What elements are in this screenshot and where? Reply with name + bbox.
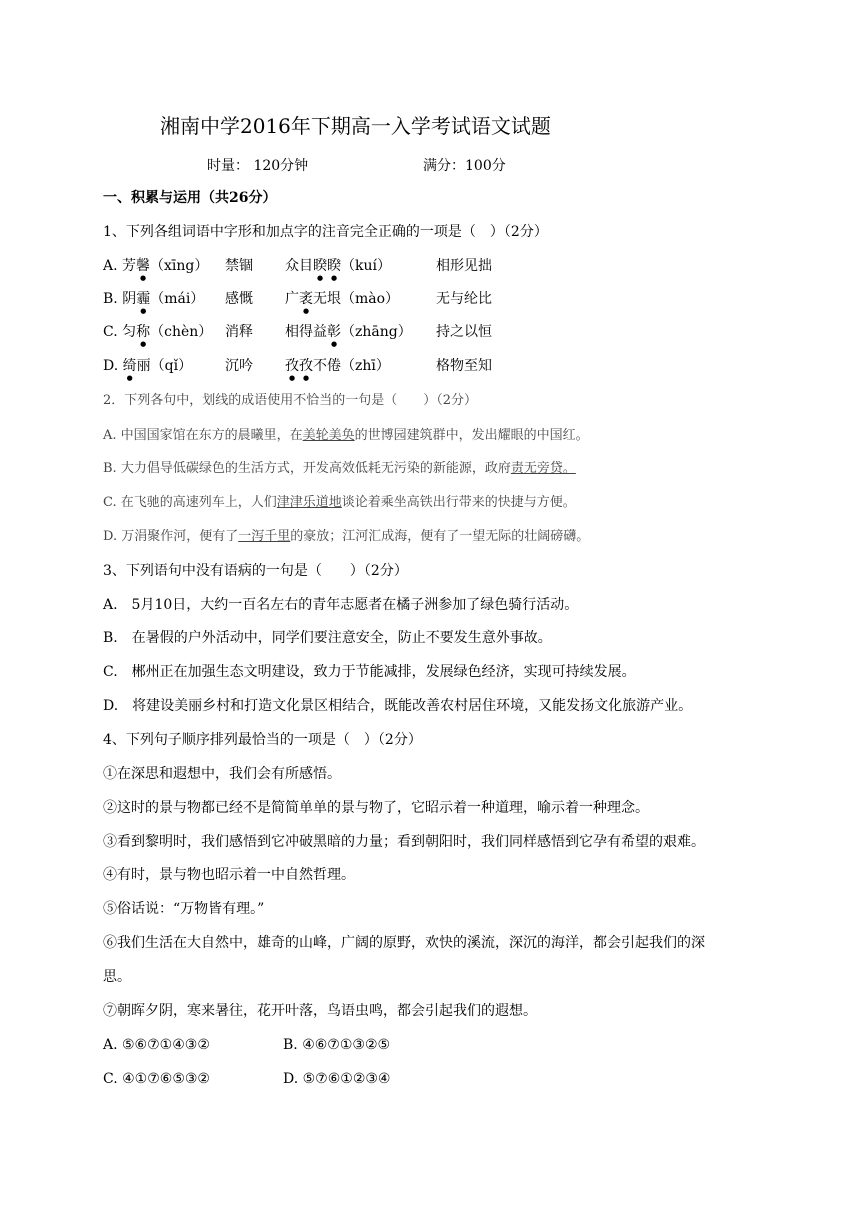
option-text: A. 中国国家馆在东方的晨曦里，在 xyxy=(103,428,303,443)
pinyin: （kuí） xyxy=(341,258,391,274)
word: 持之以恒 xyxy=(436,324,492,340)
word: 感慨 xyxy=(225,291,253,307)
question-4-option-c: C. ④①⑦⑥⑤③② xyxy=(103,1071,210,1087)
dotted-char: 称 xyxy=(136,324,151,340)
word: 广 xyxy=(285,291,299,307)
pinyin: （zhāng） xyxy=(341,324,412,340)
word: 无与纶比 xyxy=(436,291,492,307)
dotted-char: 馨 xyxy=(136,258,151,274)
word: 相得益 xyxy=(285,324,327,340)
sentence-1: ①在深思和遐想中，我们会有所感悟。 xyxy=(103,766,341,782)
sentence-6: ⑥我们生活在大自然中，雄奇的山峰，广阔的原野，欢快的溪流，深沉的海洋，都会引起我们的深 xyxy=(103,935,705,951)
sentence-4: ④有时，景与物也昭示着一中自然哲理。 xyxy=(103,867,355,883)
question-2-option-a xyxy=(103,426,589,446)
option-text: B. 大力倡导低碳绿色的生活方式，开发高效低耗无污染的新能源，政府 xyxy=(103,461,511,476)
pinyin: （chèn） xyxy=(150,324,213,340)
word: 格物至知 xyxy=(436,358,492,374)
sentence-6-continued: 思。 xyxy=(103,969,131,985)
pinyin: 无垠（mào） xyxy=(313,291,400,307)
pinyin: 不倦（zhī） xyxy=(313,358,390,374)
question-3-option-b: B. 在暑假的户外活动中，同学们要注意安全，防止不要发生意外事故。 xyxy=(103,630,552,646)
question-3-option-a: A. 5月10日，大约一百名左右的青年志愿者在橘子洲参加了绿色骑行活动。 xyxy=(103,597,579,613)
dotted-char: 孜孜 xyxy=(285,358,313,374)
word: 消释 xyxy=(225,324,253,340)
dotted-char: 彰 xyxy=(327,324,341,340)
dotted-char: 霾 xyxy=(136,291,151,307)
question-3-option-d: D. 将建设美丽乡村和打造文化景区相结合，既能改善农村居住环境，又能发扬文化旅游产业。 xyxy=(103,698,693,714)
dotted-char: 绮 xyxy=(122,358,137,374)
question-3-stem: 3、下列语句中没有语病的一句是（ ）（2分） xyxy=(103,563,408,579)
section-heading: 一、积累与运用（共26分） xyxy=(103,190,277,206)
dotted-char: 睽睽 xyxy=(313,258,341,274)
word: 沉吟 xyxy=(225,358,253,374)
sentence-7: ⑦朝晖夕阴，寒来暑往，花开叶落，鸟语虫鸣，都会引起我们的遐想。 xyxy=(103,1003,537,1019)
sentence-2: ②这时的景与物都已经不是简简单单的景与物了，它昭示着一种道理，喻示着一种理念。 xyxy=(103,800,649,816)
question-2-option-b xyxy=(103,459,576,479)
question-4-stem: 4、下列句子顺序排列最恰当的一项是（ ）（2分） xyxy=(103,732,422,748)
option-text: A. 芳 xyxy=(103,258,137,274)
underlined-idiom: 一泻千里 xyxy=(238,529,291,544)
underlined-idiom: 责无旁贷。 xyxy=(510,461,576,476)
question-1-stem: 1、下列各组词语中字形和加点字的注音完全正确的一项是（ ）（2分） xyxy=(103,224,548,240)
option-text: B. 阴 xyxy=(103,291,137,307)
question-2-option-d xyxy=(103,527,589,547)
option-text: 谈论着乘坐高铁出行带来的快捷与方便。 xyxy=(341,495,576,510)
page-title: 湘南中学2016年下期高一入学考试语文试题 xyxy=(160,114,551,138)
option-text: D. 万涓聚作河，便有了 xyxy=(103,529,239,544)
underlined-idiom: 美轮美奂 xyxy=(302,428,355,443)
underlined-idiom: 津津乐道地 xyxy=(276,495,342,510)
exam-score: 满分：100分 xyxy=(423,158,506,174)
pinyin: 丽（qǐ） xyxy=(136,358,193,374)
option-text: D. xyxy=(103,358,123,374)
word: 相形见拙 xyxy=(436,258,492,274)
option-text: C. 匀 xyxy=(103,324,137,340)
word: 禁锢 xyxy=(225,258,253,274)
question-4-option-a: A. ⑤⑥⑦①④③② xyxy=(103,1037,210,1053)
exam-time: 时量： 120分钟 xyxy=(207,158,309,174)
word: 众目 xyxy=(285,258,313,274)
question-4-option-b: B. ④⑥⑦①③②⑤ xyxy=(283,1037,391,1053)
question-4-option-d: D. ⑤⑦⑥①②③④ xyxy=(283,1071,391,1087)
sentence-3: ③看到黎明时，我们感悟到它冲破黑暗的力量；看到朝阳时，我们同样感悟到它孕有希望的艰难。 xyxy=(103,834,705,850)
pinyin: （mái） xyxy=(150,291,205,307)
option-text: C. 在飞驰的高速列车上，人们 xyxy=(103,495,277,510)
question-3-option-c: C. 郴州正在加强生态文明建设，致力于节能减排，发展绿色经济，实现可持续发展。 xyxy=(103,664,636,680)
dotted-char: 袤 xyxy=(299,291,313,307)
option-text: 的世博园建筑群中，发出耀眼的中国红。 xyxy=(354,428,589,443)
option-text: 的豪放；江河汇成海，便有了一望无际的壮阔磅礴。 xyxy=(290,529,590,544)
pinyin: （xīng） xyxy=(150,258,209,274)
question-2-option-c xyxy=(103,493,576,513)
question-2-stem: 2．下列各句中，划线的成语使用不恰当的一句是（ ）（2分） xyxy=(103,393,478,408)
sentence-5: ⑤俗话说：“万物皆有理。” xyxy=(103,901,265,917)
